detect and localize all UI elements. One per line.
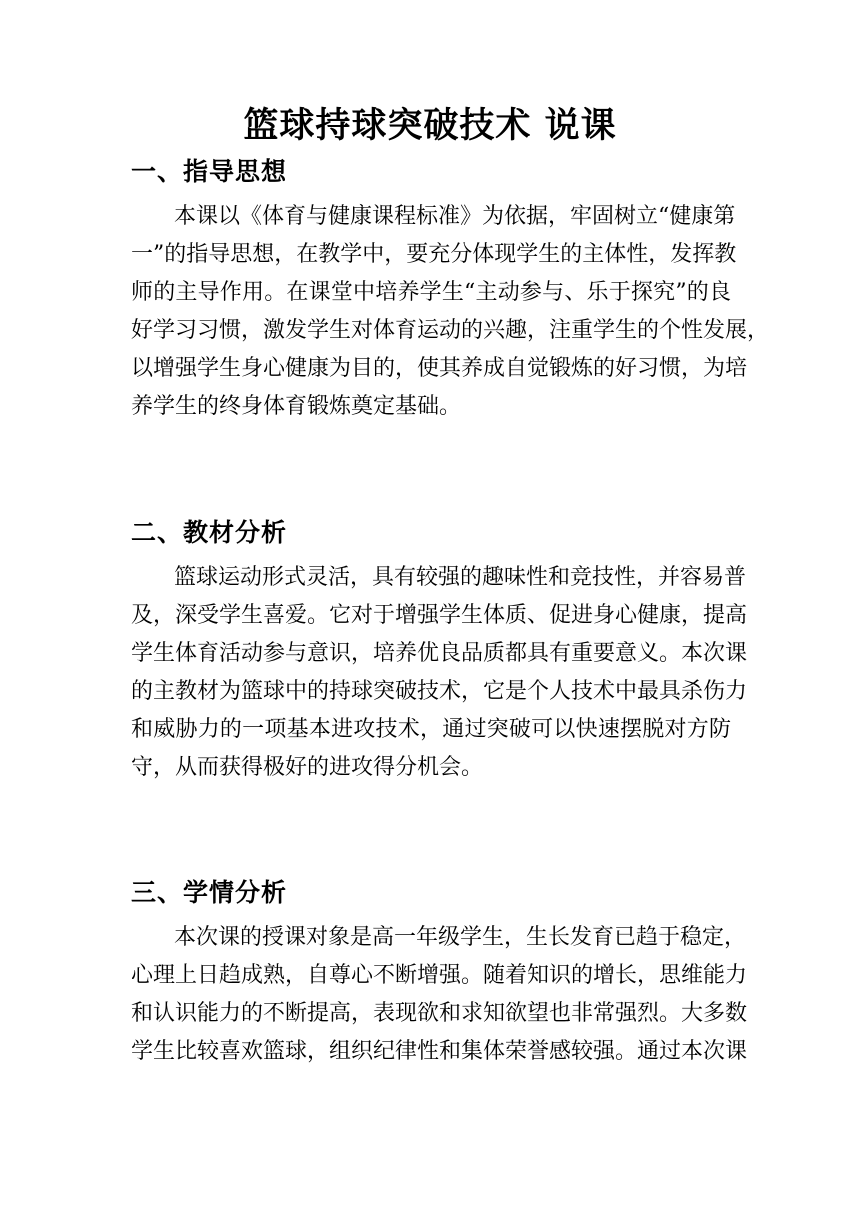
paragraph-line: 师的主导作用。在课堂中培养学生“主动参与、乐于探究”的良 (131, 280, 731, 305)
paragraph-line: 篮球运动形式灵活，具有较强的趣味性和竞技性，并容易普 (174, 565, 747, 590)
section-body-material-analysis (131, 559, 748, 787)
paragraph-line: 的主教材为篮球中的持球突破技术，它是个人技术中最具杀伤力 (131, 679, 748, 704)
section-heading-guiding-ideology: 一、指导思想 (131, 157, 288, 186)
paragraph-line: 和认识能力的不断提高，表现欲和求知欲望也非常强烈。大多数 (131, 1001, 748, 1026)
section-body-guiding-ideology (131, 198, 770, 426)
paragraph-line: 学生体育活动参与意识，培养优良品质都具有重要意义。本次课 (131, 641, 748, 666)
paragraph-line: 本次课的授课对象是高一年级学生，生长发育已趋于稳定， (174, 925, 747, 950)
paragraph-line: 学生比较喜欢篮球，组织纪律性和集体荣誉感较强。通过本次课 (131, 1039, 748, 1064)
section-heading-student-analysis: 三、学情分析 (131, 878, 288, 907)
paragraph-line: 本课以《体育与健康课程标准》为依据，牢固树立“健康第 (174, 204, 736, 229)
document-title: 篮球持球突破技术 说课 (243, 106, 617, 146)
paragraph-line: 及，深受学生喜爱。它对于增强学生体质、促进身心健康，提高 (131, 603, 748, 628)
section-body-student-analysis (131, 919, 748, 1071)
paragraph-line: 养学生的终身体育锻炼奠定基础。 (131, 394, 462, 419)
paragraph-line: 心理上日趋成熟，自尊心不断增强。随着知识的增长，思维能力 (131, 963, 748, 988)
paragraph-line: 好学习习惯，激发学生对体育运动的兴趣，注重学生的个性发展， (131, 318, 770, 343)
paragraph-line: 和威胁力的一项基本进攻技术，通过突破可以快速摆脱对方防 (131, 717, 731, 742)
paragraph-line: 一”的指导思想，在教学中，要充分体现学生的主体性，发挥教 (131, 242, 737, 267)
paragraph-line: 以增强学生身心健康为目的，使其养成自觉锻炼的好习惯，为培 (131, 356, 748, 381)
paragraph-line: 守，从而获得极好的进攻得分机会。 (131, 755, 484, 780)
section-heading-material-analysis: 二、教材分析 (131, 518, 288, 547)
